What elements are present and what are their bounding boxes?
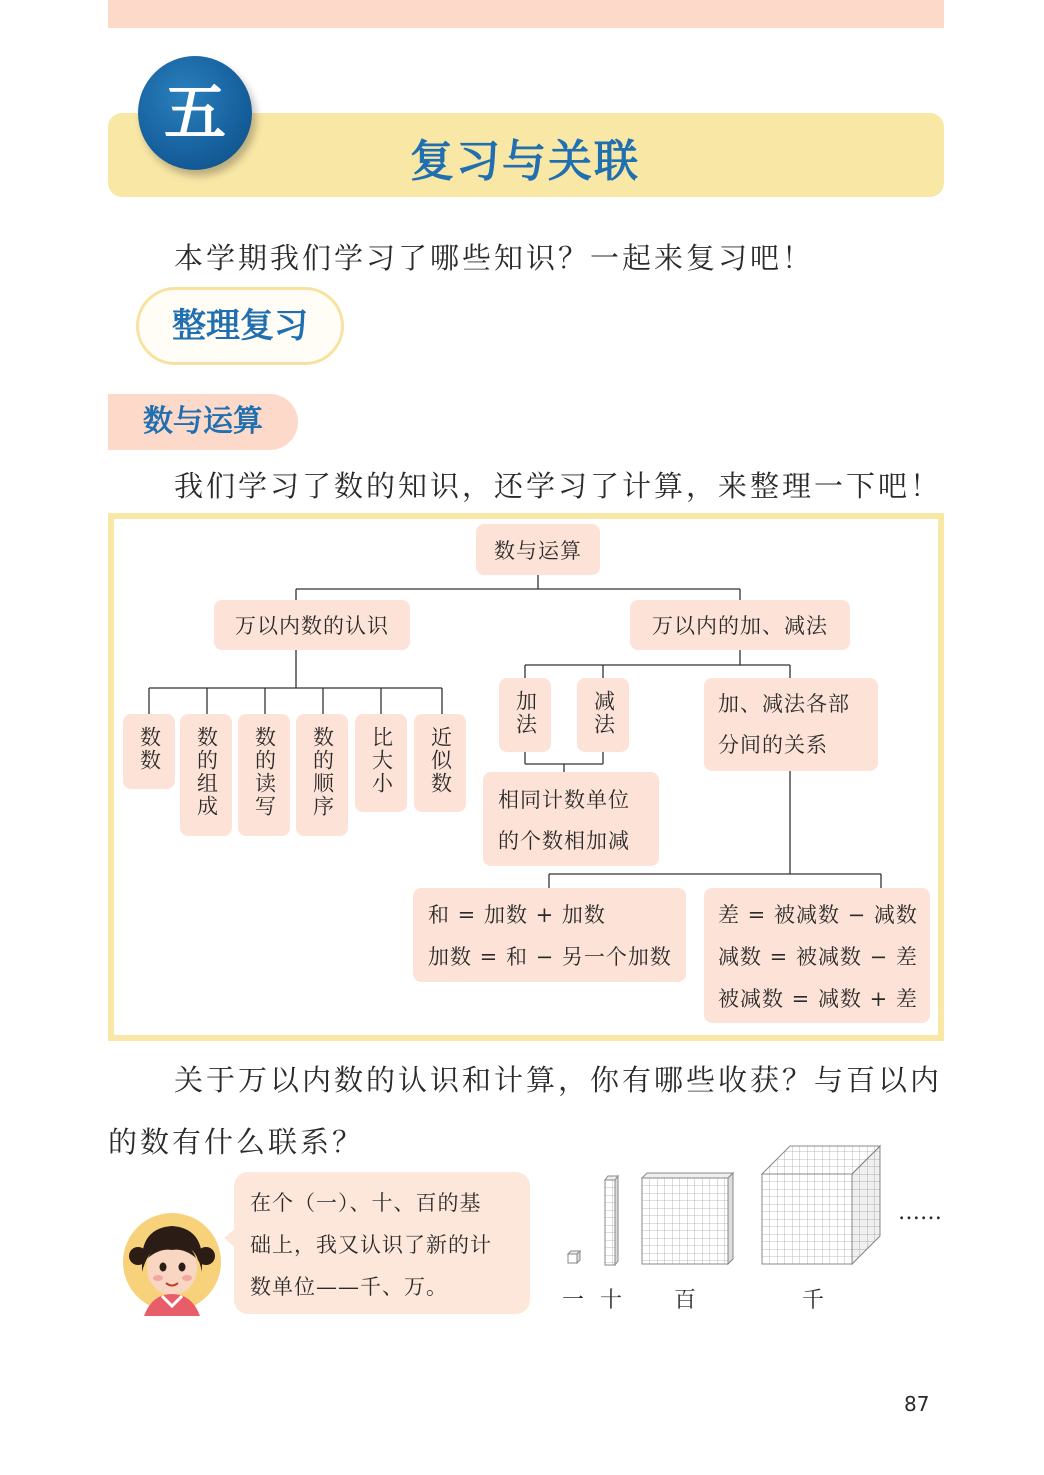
map-leaf-read-write: 数的读写 [238, 714, 290, 836]
girl-avatar [122, 1212, 228, 1316]
map-node-add-formulas: 和 = 加数 + 加数 加数 = 和 − 另一个加数 [413, 888, 686, 982]
chapter-number-badge: 五 [138, 56, 252, 170]
map-node-sub-formulas: 差 = 被减数 − 减数 减数 = 被减数 − 差 被减数 = 减数 + 差 [704, 888, 930, 1023]
intro-text: 本学期我们学习了哪些知识？一起来复习吧！ [174, 241, 815, 275]
label-one: 一 [562, 1288, 585, 1313]
ellipsis: …… [898, 1200, 942, 1225]
map-leaf-approximation: 近似数 [414, 714, 466, 812]
subsection-heading: 数与运算 [108, 394, 298, 450]
map-node-same-unit: 相同计数单位 的个数相加减 [483, 772, 659, 866]
page-number: 87 [904, 1392, 930, 1416]
map-leaf-order: 数的顺序 [296, 714, 348, 836]
map-node-subtraction: 减法 [577, 678, 629, 752]
question-line-1: 关于万以内数的认识和计算，你有哪些收获？与百以内 [174, 1063, 943, 1097]
subsection-text: 我们学习了数的知识，还学习了计算，来整理一下吧！ [174, 469, 943, 503]
label-thousand: 千 [802, 1288, 825, 1313]
speech-bubble: 在个（一）、十、百的基 础上，我又认识了新的计 数单位——千、万。 [234, 1172, 530, 1314]
map-node-addition: 加法 [499, 678, 551, 752]
chapter-title: 复习与关联 [410, 136, 640, 187]
section-heading: 整理复习 [136, 287, 344, 365]
label-ten: 十 [600, 1288, 623, 1313]
hundred-flat [642, 1173, 733, 1264]
map-root: 数与运算 [476, 524, 600, 575]
question-line-2: 的数有什么联系？ [108, 1125, 365, 1159]
thousand-cube [762, 1146, 880, 1264]
map-leaf-composition: 数的组成 [180, 714, 232, 836]
place-value-blocks [560, 1140, 900, 1270]
map-node-number-recognition: 万以内数的认识 [214, 600, 410, 650]
map-leaf-counting: 数数 [123, 714, 175, 789]
map-leaf-compare: 比大小 [355, 714, 407, 812]
map-node-relations: 加、减法各部 分间的关系 [704, 678, 878, 771]
unit-cube [568, 1251, 580, 1263]
map-node-add-subtract: 万以内的加、减法 [630, 600, 850, 650]
ten-rod [605, 1176, 618, 1265]
label-hundred: 百 [674, 1288, 697, 1313]
